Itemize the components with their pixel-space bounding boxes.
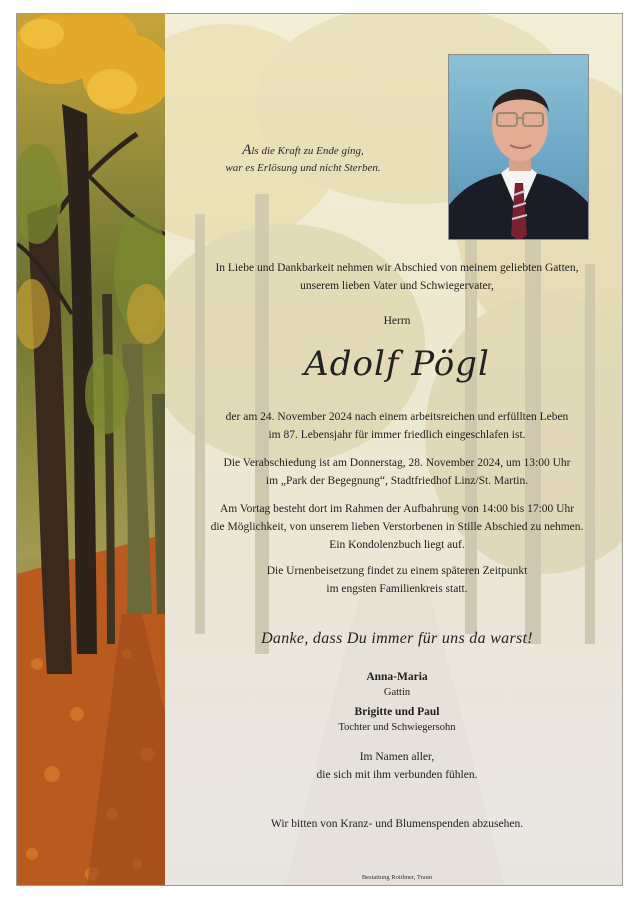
quote-line-1: ls die Kraft zu Ende ging, bbox=[251, 145, 364, 157]
salutation bbox=[172, 312, 622, 330]
thanks-text: Danke, dass Du immer für uns da warst! bbox=[261, 630, 533, 647]
donation-note-text: Wir bitten von Kranz- und Blumenspenden abzusehen. bbox=[270, 818, 524, 830]
closing-line-1: Im Namen aller, bbox=[359, 751, 435, 763]
viewing-line-2: die Möglichkeit, von unserem lieben Verstorbenen in Stille Abschied zu nehmen. bbox=[210, 521, 584, 533]
urn-info bbox=[172, 562, 622, 598]
urn-line-1: Die Urnenbeisetzung findet zu einem späteren Zeitpunkt bbox=[266, 565, 528, 577]
mourner-relation: Tochter und Schwiegersohn bbox=[338, 722, 456, 733]
mourner-1 bbox=[172, 669, 622, 700]
farewell-info bbox=[172, 454, 622, 490]
donation-note bbox=[172, 815, 622, 833]
intro-line-2: unserem lieben Vater und Schwiegervater, bbox=[300, 280, 494, 292]
viewing-line-1: Am Vortag besteht dort im Rahmen der Aufbahrung von 14:00 bis 17:00 Uhr bbox=[219, 503, 575, 515]
death-notice-line-2: im 87. Lebensjahr für immer friedlich eingeschlafen ist. bbox=[268, 429, 526, 441]
obituary-card bbox=[16, 13, 623, 886]
footer bbox=[172, 874, 622, 881]
deceased-name: Adolf Pögl bbox=[304, 344, 490, 384]
death-notice bbox=[172, 408, 622, 444]
intro-line-1: In Liebe und Dankbarkeit nehmen wir Abschied von meinem geliebten Gatten, bbox=[215, 262, 579, 274]
mourner-2 bbox=[172, 704, 622, 735]
quote-initial: A bbox=[242, 142, 252, 158]
portrait-photo bbox=[448, 54, 589, 240]
farewell-line-1: Die Verabschiedung ist am Donnerstag, 28. November 2024, um 13:00 Uhr bbox=[223, 457, 571, 469]
funeral-home-credit: Bestattung Roithner, Traun bbox=[361, 874, 433, 881]
salutation-text: Herrn bbox=[383, 315, 411, 327]
mourner-relation: Gattin bbox=[383, 687, 411, 698]
farewell-line-2: im „Park der Begegnung“, Stadtfriedhof Linz/St. Martin. bbox=[265, 475, 529, 487]
viewing-info bbox=[172, 500, 622, 554]
deceased-name-block bbox=[172, 344, 622, 384]
death-notice-line-1: der am 24. November 2024 nach einem arbeitsreichen und erfüllten Leben bbox=[225, 411, 569, 423]
closing-text bbox=[172, 748, 622, 784]
closing-line-2: die sich mit ihm verbunden fühlen. bbox=[316, 769, 478, 781]
thanks-block bbox=[172, 630, 622, 648]
mourner-name: Brigitte und Paul bbox=[354, 706, 440, 718]
quote-line-2: war es Erlösung und nicht Sterben. bbox=[225, 162, 381, 174]
intro-text bbox=[172, 259, 622, 295]
memorial-quote bbox=[193, 142, 413, 177]
mourner-name: Anna-Maria bbox=[366, 671, 428, 683]
autumn-forest-photo bbox=[17, 14, 165, 886]
urn-line-2: im engsten Familienkreis statt. bbox=[326, 583, 468, 595]
viewing-line-3: Ein Kondolenzbuch liegt auf. bbox=[329, 539, 465, 551]
